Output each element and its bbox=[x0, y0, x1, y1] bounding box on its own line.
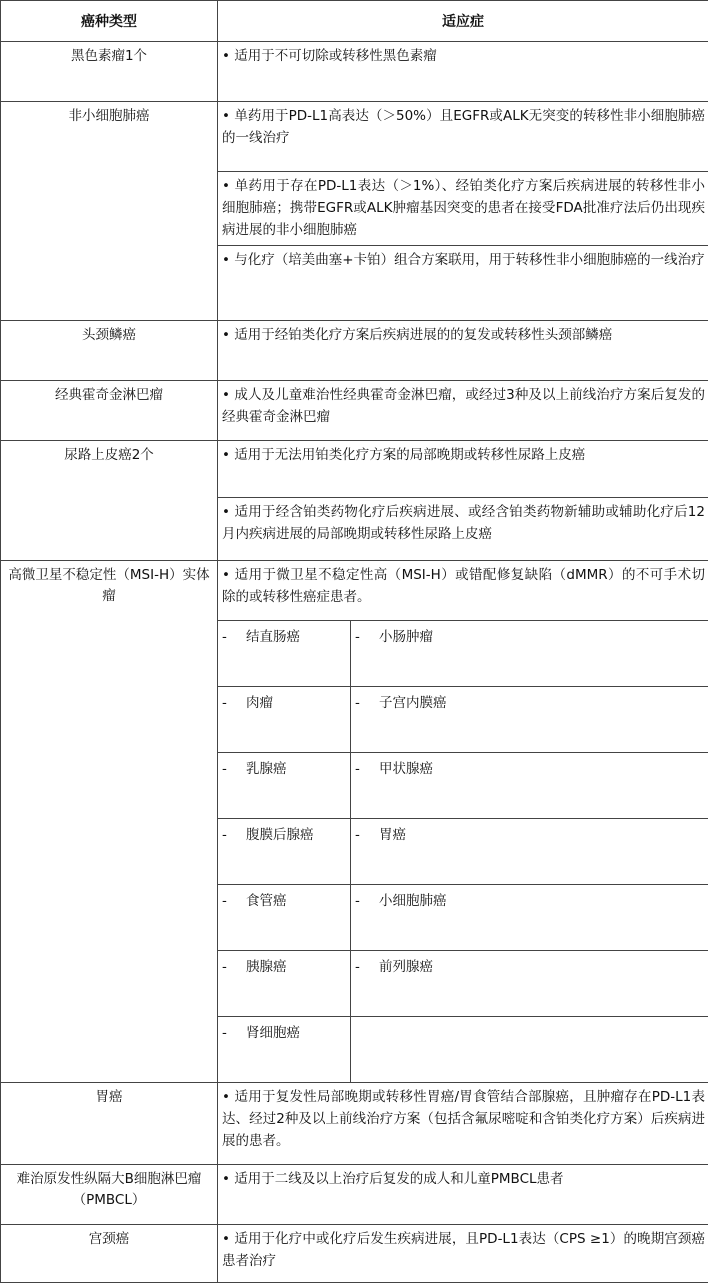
table-row bbox=[1, 441, 708, 498]
indication-cell: • 适用于复发性局部晚期或转移性胃癌/胃食管结合部腺癌，且肿瘤存在PD-L1表达、经过2种及以上前线治疗方案（包括含氟尿嘧啶和含铂类化疗方案）后疾病进展的患者。 bbox=[218, 1083, 708, 1165]
table-row bbox=[1, 561, 708, 621]
cancer-type-cell: 尿路上皮癌2个 bbox=[1, 441, 218, 561]
table-row bbox=[1, 42, 708, 102]
table-row bbox=[1, 102, 708, 172]
msi-type-cell: - 甲状腺癌 bbox=[351, 753, 708, 819]
msi-type-cell: - 腹膜后腺癌 bbox=[218, 819, 351, 885]
cancer-type-cell: 高微卫星不稳定性（MSI-H）实体瘤 bbox=[1, 561, 218, 1083]
cancer-type-cell: 胃癌 bbox=[1, 1083, 218, 1165]
indication-cell: • 单药用于存在PD-L1表达（＞1%）、经铂类化疗方案后疾病进展的转移性非小细胞肺癌；携带EGFR或ALK肿瘤基因突变的患者在接受FDA批准疗法后仍出现疾病进展的非小细胞肺癌 bbox=[218, 172, 708, 246]
msi-type-cell: - 前列腺癌 bbox=[351, 951, 708, 1017]
cancer-type-cell: 难治原发性纵隔大B细胞淋巴瘤（PMBCL） bbox=[1, 1165, 218, 1225]
msi-type-cell: - 肾细胞癌 bbox=[218, 1017, 351, 1083]
msi-type-cell: - 乳腺癌 bbox=[218, 753, 351, 819]
msi-type-cell: - 食管癌 bbox=[218, 885, 351, 951]
msi-type-cell: - 子宫内膜癌 bbox=[351, 687, 708, 753]
indication-cell: • 适用于化疗中或化疗后发生疾病进展，且PD-L1表达（CPS ≥1）的晚期宫颈癌患者治疗 bbox=[218, 1225, 708, 1283]
indication-cell: • 适用于无法用铂类化疗方案的局部晚期或转移性尿路上皮癌 bbox=[218, 441, 708, 498]
msi-type-cell: - 小肠肿瘤 bbox=[351, 621, 708, 687]
indication-cell: • 适用于经含铂类药物化疗后疾病进展、或经含铂类药物新辅助或辅助化疗后12月内疾病进展的局部晚期或转移性尿路上皮癌 bbox=[218, 498, 708, 561]
indication-cell: • 与化疗（培美曲塞+卡铂）组合方案联用，用于转移性非小细胞肺癌的一线治疗 bbox=[218, 246, 708, 321]
cancer-type-cell: 非小细胞肺癌 bbox=[1, 102, 218, 321]
msi-type-cell-empty bbox=[351, 1017, 708, 1083]
indication-cell: • 适用于经铂类化疗方案后疾病进展的的复发或转移性头颈部鳞癌 bbox=[218, 321, 708, 381]
table-row bbox=[1, 381, 708, 441]
table-row bbox=[1, 1083, 708, 1165]
table-header-row bbox=[1, 1, 708, 42]
indication-cell: • 单药用于PD-L1高表达（＞50%）且EGFR或ALK无突变的转移性非小细胞肺癌的一线治疗 bbox=[218, 102, 708, 172]
header-indication: 适应症 bbox=[218, 1, 708, 42]
msi-type-cell: - 胃癌 bbox=[351, 819, 708, 885]
table-row bbox=[1, 1165, 708, 1225]
cancer-type-cell: 宫颈癌 bbox=[1, 1225, 218, 1283]
msi-type-cell: - 结直肠癌 bbox=[218, 621, 351, 687]
indication-cell: • 适用于微卫星不稳定性高（MSI-H）或错配修复缺陷（dMMR）的不可手术切除的或转移性癌症患者。 bbox=[218, 561, 708, 621]
msi-type-cell: - 胰腺癌 bbox=[218, 951, 351, 1017]
cancer-type-cell: 黑色素瘤1个 bbox=[1, 42, 218, 102]
indication-cell: • 成人及儿童难治性经典霍奇金淋巴瘤，或经过3种及以上前线治疗方案后复发的经典霍奇金淋巴瘤 bbox=[218, 381, 708, 441]
indication-cell: • 适用于不可切除或转移性黑色素瘤 bbox=[218, 42, 708, 102]
cancer-type-cell: 头颈鳞癌 bbox=[1, 321, 218, 381]
header-cancer-type: 癌种类型 bbox=[1, 1, 218, 42]
msi-type-cell: - 小细胞肺癌 bbox=[351, 885, 708, 951]
indication-cell: • 适用于二线及以上治疗后复发的成人和儿童PMBCL患者 bbox=[218, 1165, 708, 1225]
msi-type-cell: - 肉瘤 bbox=[218, 687, 351, 753]
table-row bbox=[1, 321, 708, 381]
cancer-type-cell: 经典霍奇金淋巴瘤 bbox=[1, 381, 218, 441]
table-row bbox=[1, 1225, 708, 1283]
